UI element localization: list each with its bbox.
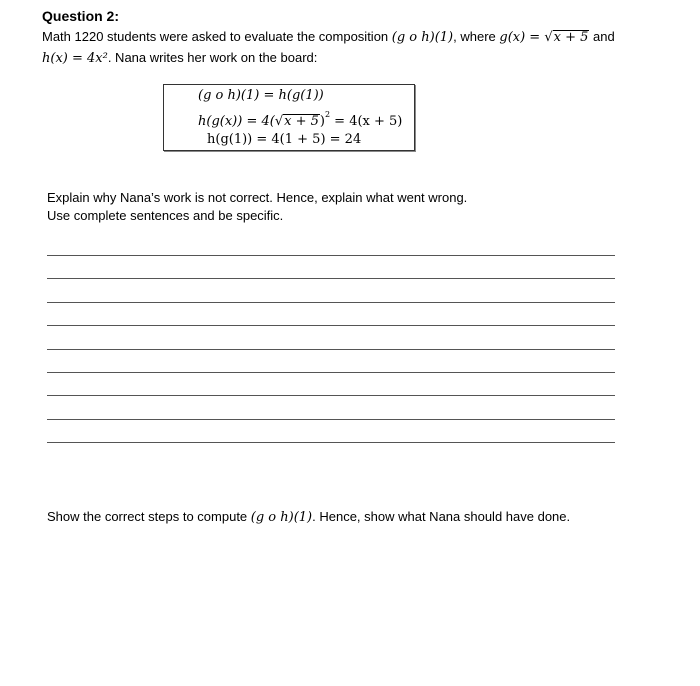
work-line-2-exponent: 2	[324, 110, 331, 119]
show-prefix: Show the correct steps to compute	[47, 509, 251, 524]
answer-line	[47, 442, 615, 443]
answer-line	[47, 325, 615, 326]
show-suffix: . Hence, show what Nana should have done.	[312, 509, 571, 524]
work-line-2-radicand: x + 5	[284, 114, 319, 129]
work-line-2	[198, 110, 402, 129]
answer-line	[47, 255, 615, 256]
answer-line	[47, 395, 615, 396]
question-intro	[42, 27, 632, 69]
show-prompt	[47, 509, 570, 525]
g-def-radicand: x + 5	[553, 30, 589, 45]
answer-line	[47, 302, 615, 303]
work-line-2-close: )	[319, 114, 325, 129]
intro-text-3: and	[589, 29, 615, 44]
g-def-lhs: g(x) = √	[499, 30, 553, 45]
work-line-1: (g o h)(1) = h(g(1))	[198, 88, 324, 103]
work-line-2-rhs: = 4(x + 5)	[330, 114, 403, 129]
explain-line-1: Explain why Nana’s work is not correct. Hence, explain what went wrong.	[47, 190, 468, 205]
board-work-box	[163, 84, 415, 151]
intro-text-4: . Nana writes her work on the board:	[107, 50, 318, 65]
answer-line	[47, 372, 615, 373]
h-definition: h(x) = 4x²	[42, 51, 108, 66]
explain-prompt	[47, 189, 467, 225]
intro-text-2: , where	[453, 29, 500, 44]
answer-line	[47, 349, 615, 350]
work-line-3: h(g(1)) = 4(1 + 5) = 24	[207, 132, 362, 147]
explain-line-2: Use complete sentences and be specific.	[47, 208, 284, 223]
work-line-2-lhs: h(g(x)) = 4(√	[198, 114, 284, 129]
answer-line	[47, 419, 615, 420]
show-composition: (g o h)(1)	[250, 510, 313, 525]
intro-text-1: Math 1220 students were asked to evaluate the composition	[42, 29, 392, 44]
question-title: Question 2:	[42, 8, 120, 24]
composition-expr: (g o h)(1)	[391, 30, 454, 45]
answer-line	[47, 278, 615, 279]
g-definition	[499, 30, 589, 45]
